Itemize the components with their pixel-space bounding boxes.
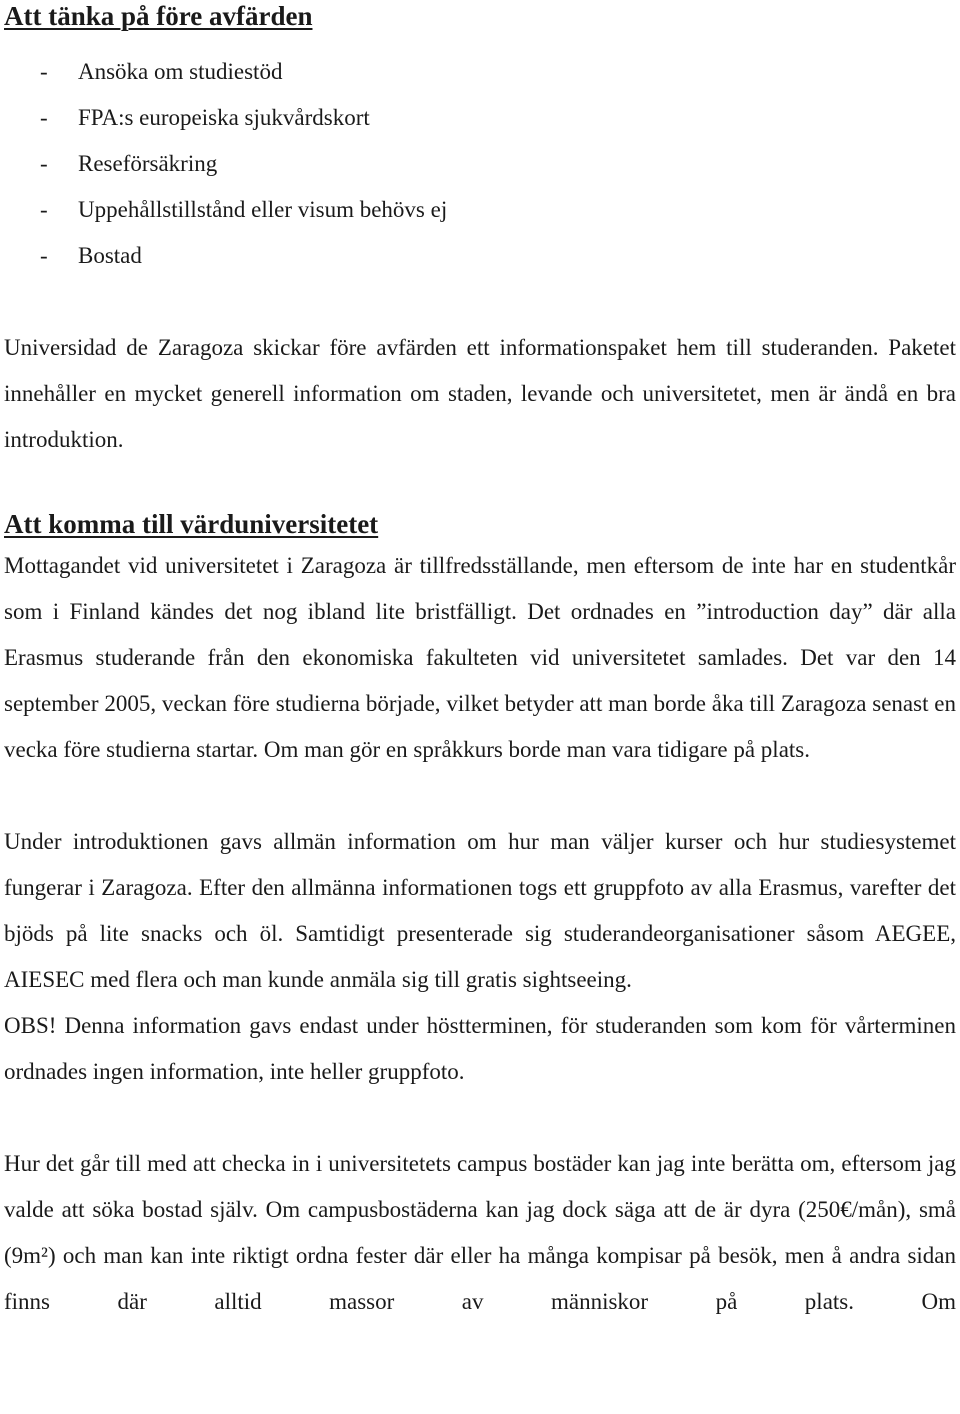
list-dash: - [40,243,48,268]
section-heading-before-departure: Att tänka på före avfärden [4,1,313,31]
campus-housing-paragraph: Hur det går till med att checka in i universitetets campus bostäder kan jag inte berätta om, eftersom jag valde att söka bostad själv. Om campusbostäderna kan jag dock säga att de är dyra (250€/mån), små (9m²) och man kan inte riktigt ordna fester där eller ha många kompisar på besök, men å andra sidan finns där alltid massor av människor på plats. Om [4,1151,956,1314]
info-package-paragraph: Universidad de Zaragoza skickar före avfärden ett informationspaket hem till studeranden. Paketet innehåller en mycket generell information om staden, levande och universitetet, men är ändå en bra introduktion. [4,335,956,452]
document-page [4,0,956,1325]
reception-paragraph: Mottagandet vid universitetet i Zaragoza är tillfredsställande, men eftersom de inte har en studentkår som i Finland kändes det nog ibland lite bristfälligt. Det ordnades en ”introduction day” där alla Erasmus studerande från den ekonomiska fakulteten vid universitetet samlades. Det var den 14 september 2005, veckan före studierna började, vilket betyder att man borde åka till Zaragoza senast en vecka före studierna startar. Om man gör en språkkurs borde man vara tidigare på plats. [4,553,956,762]
list-item-text: Ansöka om studiestöd [78,59,283,84]
list-item [4,187,956,233]
list-item [4,49,956,95]
list-dash: - [40,151,48,176]
departure-checklist [4,49,956,279]
list-item-text: Bostad [78,243,142,268]
list-item-text: Uppehållstillstånd eller visum behövs ej [78,197,448,222]
list-item-text: Reseförsäkring [78,151,218,176]
list-dash: - [40,105,48,130]
list-dash: - [40,197,48,222]
introduction-day-paragraph: Under introduktionen gavs allmän information om hur man väljer kurser och hur studiesystemet fungerar i Zaragoza. Efter den allmänna informationen togs ett gruppfoto av alla Erasmus, varefter det bjöds på lite snacks och öl. Samtidigt presenterade sig studerandeorganisationer såsom AEGEE, AIESEC med flera och man kunde anmäla sig till gratis sightseeing. [4,829,956,992]
section-heading-arrival: Att komma till värduniversitetet [4,509,379,539]
list-item [4,233,956,279]
obs-note-paragraph: OBS! Denna information gavs endast under höstterminen, för studeranden som kom för vårterminen ordnades ingen information, inte heller gruppfoto. [4,1013,956,1084]
list-item-text: FPA:s europeiska sjukvårdskort [78,105,370,130]
list-item [4,95,956,141]
list-dash: - [40,59,48,84]
list-item [4,141,956,187]
